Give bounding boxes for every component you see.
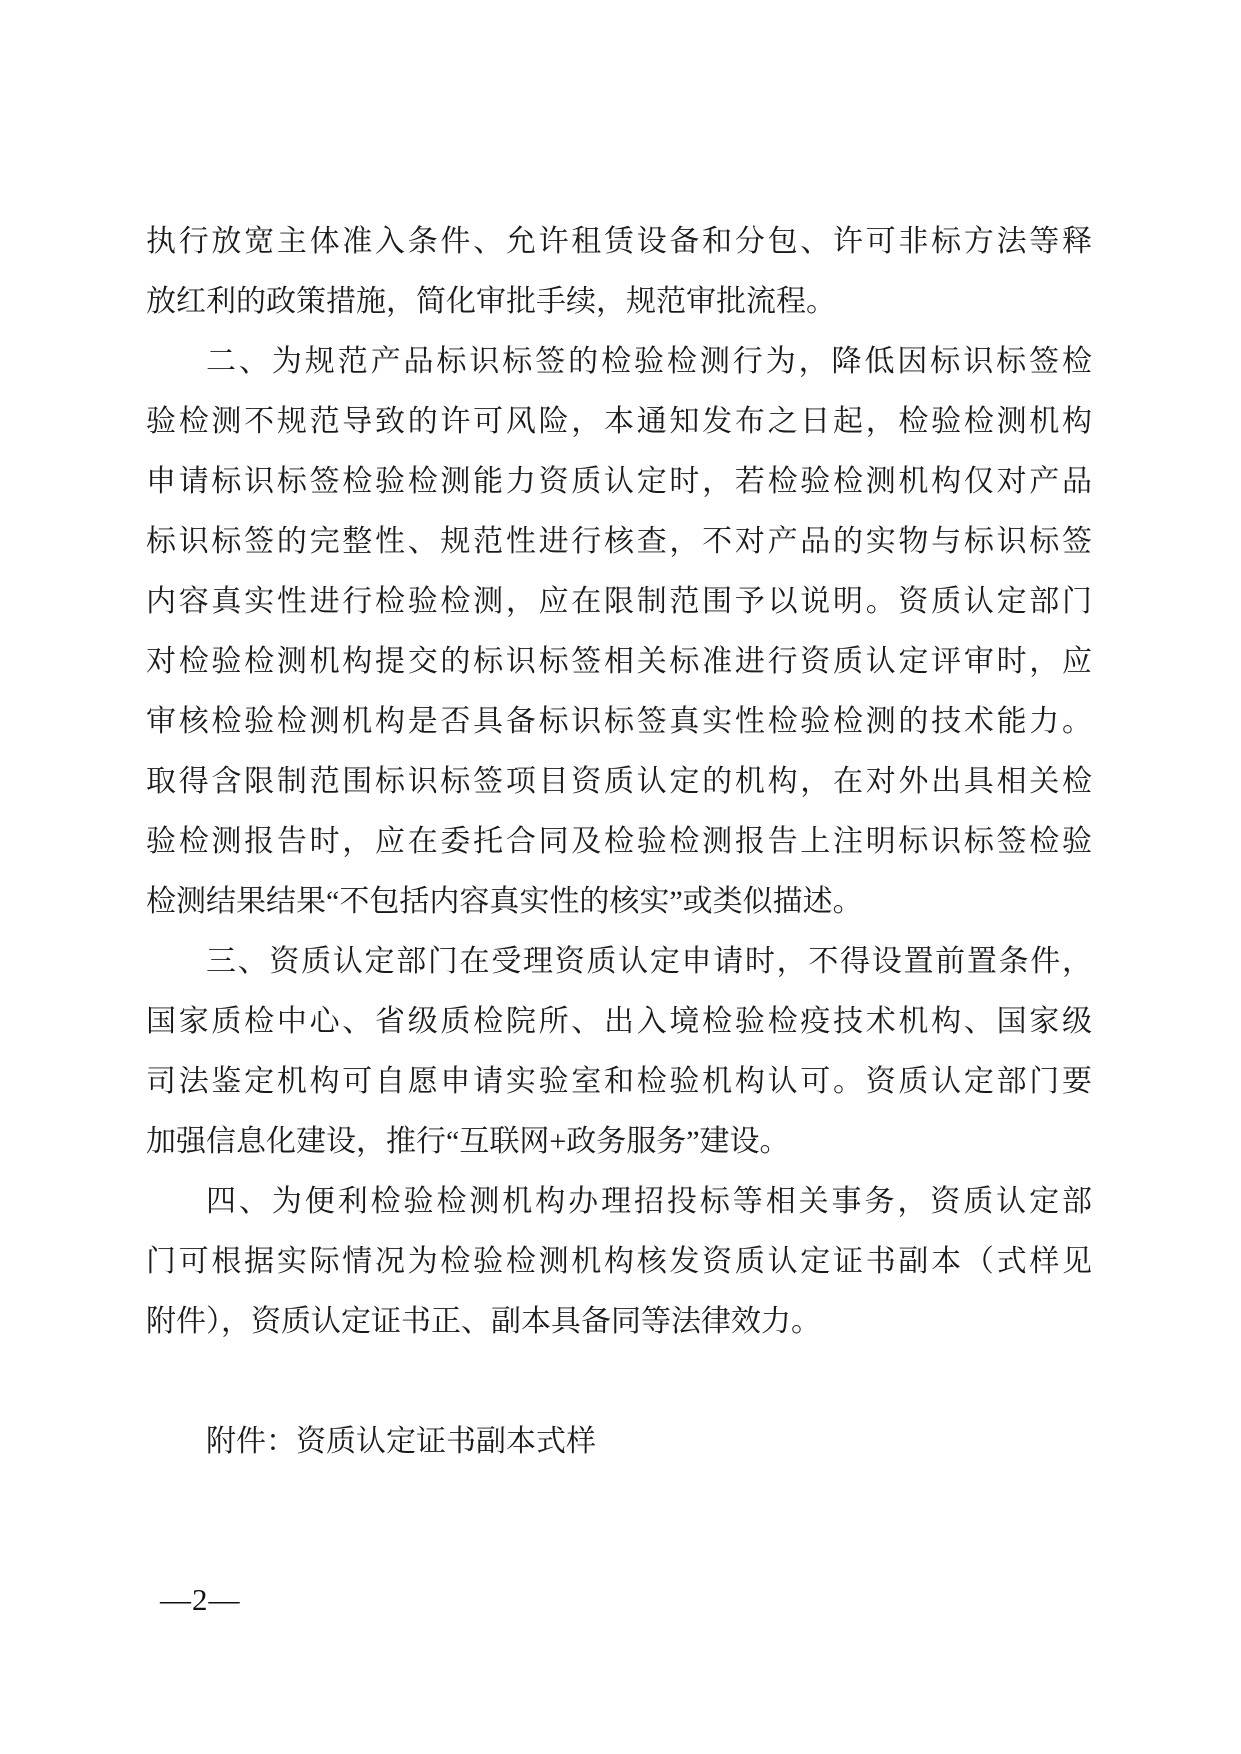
paragraph [146, 212, 1092, 332]
text-line: 三、资质认定部门在受理资质认定申请时，不得设置前置条件， [206, 945, 1092, 978]
text-line: 内容真实性进行检验检测，应在限制范围予以说明。资质认定部门 [146, 585, 1092, 618]
text-line: 门可根据实际情况为检验检测机构核发资质认定证书副本（式样见 [146, 1245, 1092, 1278]
text-line: 验检测报告时，应在委托合同及检验检测报告上注明标识标签检验 [146, 825, 1092, 858]
page-number: —2— [160, 1582, 241, 1617]
text-line: 标识标签的完整性、规范性进行核查，不对产品的实物与标识标签 [146, 525, 1092, 558]
text-line: 附件），资质认定证书正、副本具备同等法律效力。 [146, 1305, 821, 1338]
text-line: 对检验检测机构提交的标识标签相关标准进行资质认定评审时，应 [146, 645, 1092, 678]
text-line: 二、为规范产品标识标签的检验检测行为，降低因标识标签检 [206, 345, 1092, 378]
paragraph [146, 932, 1092, 1172]
paragraph [146, 332, 1092, 932]
document-body [146, 212, 1092, 1472]
text-line: 放红利的政策措施，简化审批手续，规范审批流程。 [146, 285, 836, 318]
text-line: 司法鉴定机构可自愿申请实验室和检验机构认可。资质认定部门要 [146, 1065, 1092, 1098]
text-line: 审核检验检测机构是否具备标识标签真实性检验检测的技术能力。 [146, 705, 1092, 738]
blank-line [146, 1352, 1092, 1412]
text-line: 验检测不规范导致的许可风险，本通知发布之日起，检验检测机构 [146, 405, 1092, 438]
text-line: 执行放宽主体准入条件、允许租赁设备和分包、许可非标方法等释 [146, 225, 1092, 258]
text-line: 四、为便利检验检测机构办理招投标等相关事务，资质认定部 [206, 1185, 1092, 1218]
text-line: 检测结果结果“不包括内容真实性的核实”或类似描述。 [146, 885, 863, 918]
text-line: 申请标识标签检验检测能力资质认定时，若检验检测机构仅对产品 [146, 465, 1092, 498]
attachment-line: 附件：资质认定证书副本式样 [206, 1425, 596, 1458]
text-line: 国家质检中心、省级质检院所、出入境检验检疫技术机构、国家级 [146, 1005, 1092, 1038]
text-line: 取得含限制范围标识标签项目资质认定的机构，在对外出具相关检 [146, 765, 1092, 798]
text-line: 加强信息化建设，推行“互联网+政务服务”建设。 [146, 1125, 790, 1158]
paragraph [146, 1172, 1092, 1352]
